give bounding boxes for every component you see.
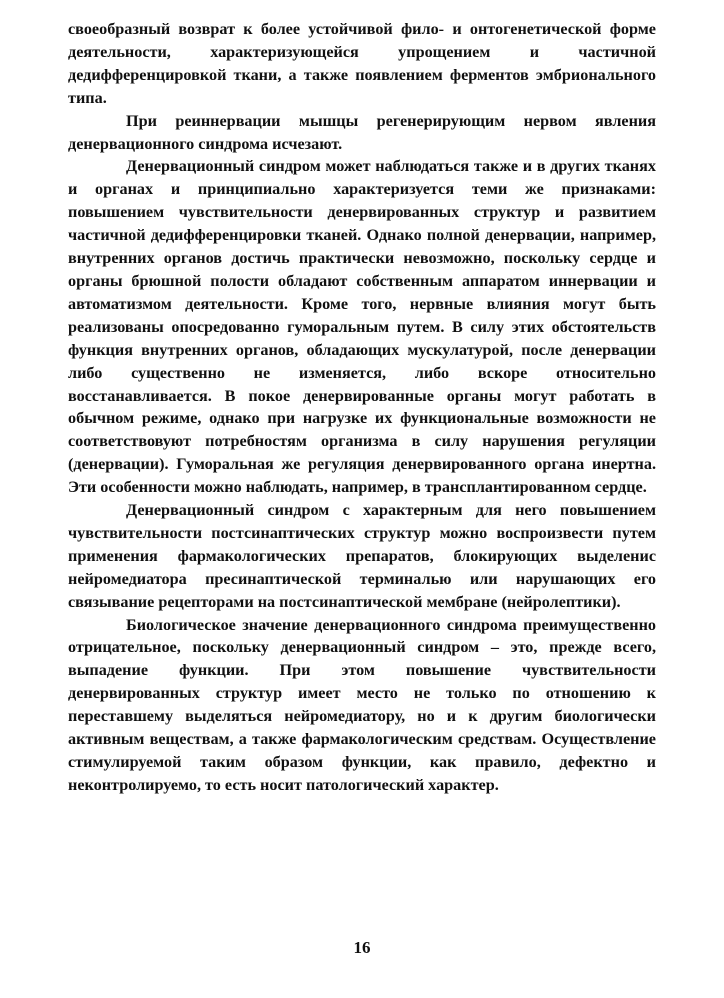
page-number: 16 bbox=[353, 938, 371, 957]
body-text bbox=[68, 18, 656, 797]
paragraph-biological-significance: Биологическое значение денервационного синдрома преимущественно отрицательное, поскольку денервационный синдром – это, прежде всего, выпадение функции. При этом повышение чувствительности денервированных структур имеет место не только по отношению к переставшему выделяться нейромедиатору, но и к другим биологически активным веществам, а также фармакологическим средствам. Осуществление стимулируемой таким образом функции, как правило, дефектно и неконтролируемо, то есть носит патологический характер. bbox=[68, 615, 656, 794]
paragraph-reinnervation: При реиннервации мышцы регенерирующим нервом явления денервационного синдрома исчезают. bbox=[68, 111, 656, 153]
paragraph-continuation: своеобразный возврат к более устойчивой фило- и онтогенетической форме деятельности, характеризующейся упрощением и частичной дедифференцировкой ткани, а также появлением ферментов эмбрионального типа. bbox=[68, 20, 656, 107]
paragraph-pharmacological: Денервационный синдром с характерным для него повышением чувствительности постсинаптических структур можно воспроизвести путем применения фармакологических препаратов, блокирующих выделенис нейромедиатора пресинаптической терминалью или нарушающих его связывание рецепторами на постсинаптической мембране (нейролептики). bbox=[68, 501, 656, 611]
paragraph-denervation-organs: Денервационный синдром может наблюдаться также и в других тканях и органах и принципиально характеризуется теми же признаками: повышением чувствительности денервированных структур и развитием частичной дедифференцировки тканей. Однако полной денервации, например, внутренних органов достичь практически невозможно, поскольку сердце и органы брюшной полости обладают собственным аппаратом иннервации и автоматизмом деятельности. Кроме того, нервные влияния могут быть реализованы опосредованно гуморальным путем. В силу этих обстоятельств функция внутренних органов, обладающих мускулатурой, после денервации либо существенно не изменяется, либо вскоре относительно восстанавливается. В покое денервированные органы могут работать в обычном режиме, однако при нагрузке их функциональные возможности не соответствовуют потребностям организма в силу нарушения регуляции (денервации). Гуморальная же регуляция денервированного органа инертна. Эти особенности можно наблюдать, например, в трансплантированном сердце. bbox=[68, 157, 656, 497]
